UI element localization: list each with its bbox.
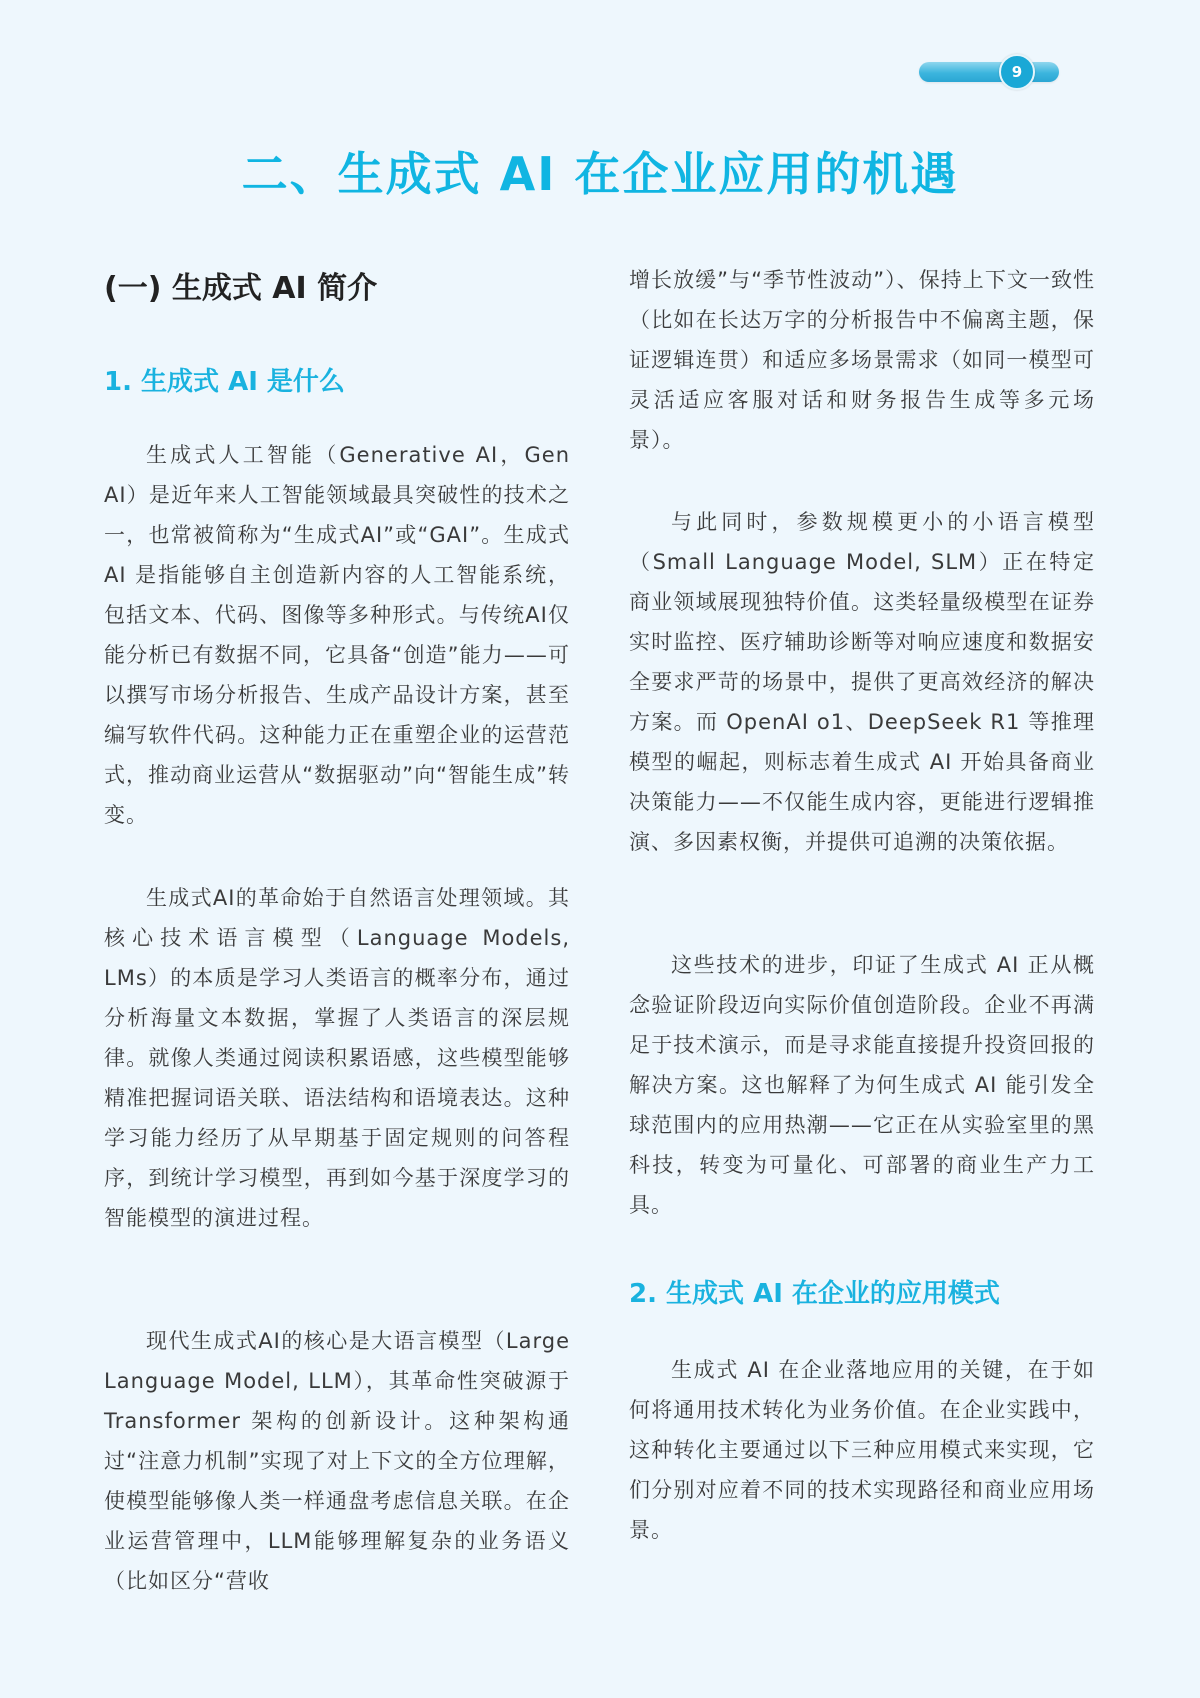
paragraph-nlp-revolution: 生成式AI的革命始于自然语言处理领域。其核心技术语言模型（Language Models, LMs）的本质是学习人类语言的概率分布，通过分析海量文本数据，掌握了人类语言的深层规律。就像人类通过阅读积累语感，这些模型能够精准把握词语关联、语法结构和语境表达。这种学习能力经历了从早期基于固定规则的问答程序，到统计学习模型，再到如今基于深度学习的智能模型的演进过程。 xyxy=(104,886,570,1230)
paragraph-genai-definition: 生成式人工智能（Generative AI，Gen AI）是近年来人工智能领域最具突破性的技术之一，也常被简称为“生成式AI”或“GAI”。生成式 AI 是指能够自主创造新内容的人工智能系统，包括文本、代码、图像等多种形式。与传统AI仅能分析已有数据不同，它具备“创造”能力——可以撰写市场分析报告、生成产品设计方案，甚至编写软件代码。这种能力正在重塑企业的运营范式，推动商业运营从“数据驱动”向“智能生成”转变。 xyxy=(104,443,570,827)
subsection-title-what-is-genai: 1. 生成式 AI 是什么 xyxy=(104,367,345,397)
paragraph-tech-progress: 这些技术的进步，印证了生成式 AI 正从概念验证阶段迈向实际价值创造阶段。企业不再满足于技术演示，而是寻求能直接提升投资回报的解决方案。这也解释了为何生成式 AI 能引发全球范围内的应用热潮——它正在从实验室里的黑科技，转变为可量化、可部署的商业生产力工具。 xyxy=(629,953,1095,1217)
chapter-title: 二、生成式 AI 在企业应用的机遇 xyxy=(241,147,959,201)
paragraph-slm-reasoning: 与此同时，参数规模更小的小语言模型（Small Language Model, SLM）正在特定商业领域展现独特价值。这类轻量级模型在证券实时监控、医疗辅助诊断等对响应速度和数据安全要求严苛的场景中，提供了更高效经济的解决方案。而 OpenAI o1、DeepSeek R1 等推理模型的崛起，则标志着生成式 AI 开始具备商业决策能力——不仅能生成内容，更能进行逻辑推演、多因素权衡，并提供可追溯的决策依据。 xyxy=(629,510,1095,854)
page-number: 9 xyxy=(1011,63,1023,81)
subsection-title-application-modes: 2. 生成式 AI 在企业的应用模式 xyxy=(629,1279,1000,1309)
paragraph-application-modes: 生成式 AI 在企业落地应用的关键，在于如何将通用技术转化为业务价值。在企业实践中，这种转化主要通过以下三种应用模式来实现，它们分别对应着不同的技术实现路径和商业应用场景。 xyxy=(629,1358,1095,1542)
page-number-badge xyxy=(999,54,1035,90)
page-number-tab xyxy=(919,62,1059,82)
paragraph-llm-core: 现代生成式AI的核心是大语言模型（Large Language Model, LLM），其革命性突破源于 Transformer 架构的创新设计。这种架构通过“注意力机制”实现了对上下文的全方位理解，使模型能够像人类一样通盘考虑信息关联。在企业运营管理中，LLM能够理解复杂的业务语义（比如区分“营收 xyxy=(104,1329,570,1593)
section-title: (一) 生成式 AI 简介 xyxy=(104,271,378,306)
paragraph-llm-continued: 增长放缓”与“季节性波动”）、保持上下文一致性（比如在长达万字的分析报告中不偏离主题，保证逻辑连贯）和适应多场景需求（如同一模型可灵活适应客服对话和财务报告生成等多元场景）。 xyxy=(629,268,1095,452)
